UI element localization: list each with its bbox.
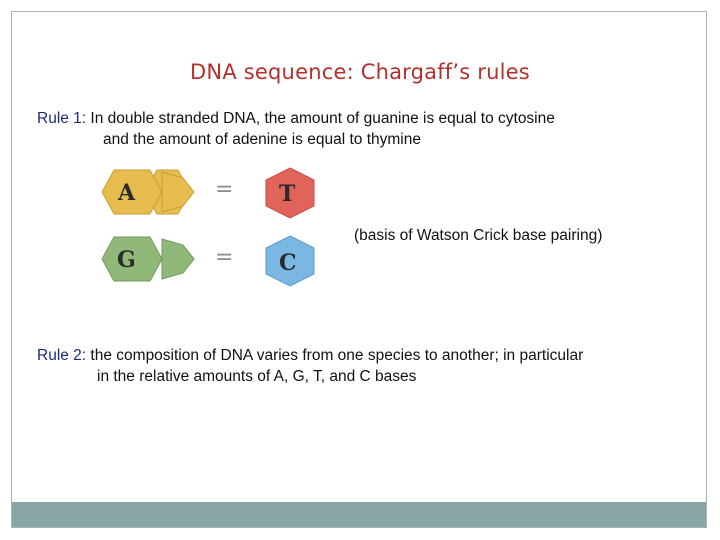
equals-sign-1: = [215, 177, 234, 202]
rule-2-line-1: the composition of DNA varies from one species to another; in particular [86, 347, 584, 364]
guanine-letter: G [117, 247, 136, 273]
rule-1-line-2: and the amount of adenine is equal to thymine [103, 131, 421, 148]
slide-title: DNA sequence: Chargaff’s rules [190, 60, 530, 84]
thymine-shape [266, 168, 314, 218]
adenine-letter: A [118, 180, 136, 206]
cytosine-letter: C [279, 250, 297, 276]
rule-2-line-2: in the relative amounts of A, G, T, and C bases [97, 368, 417, 385]
pairing-caption: (basis of Watson Crick base pairing) [354, 227, 603, 244]
guanine-pentagon-part [162, 239, 194, 279]
equals-sign-2: = [215, 245, 234, 270]
rule-2-label: Rule 2: [37, 347, 87, 364]
rule-1-line-1: In double stranded DNA, the amount of guanine is equal to cytosine [86, 110, 555, 127]
rule-2-text [37, 345, 583, 387]
rule-1-label: Rule 1: [37, 110, 87, 127]
thymine-letter: T [279, 181, 296, 207]
adenine-shape [102, 170, 194, 214]
cytosine-shape [266, 236, 314, 286]
guanine-shape [102, 237, 194, 281]
adenine-ring-part [162, 172, 194, 212]
